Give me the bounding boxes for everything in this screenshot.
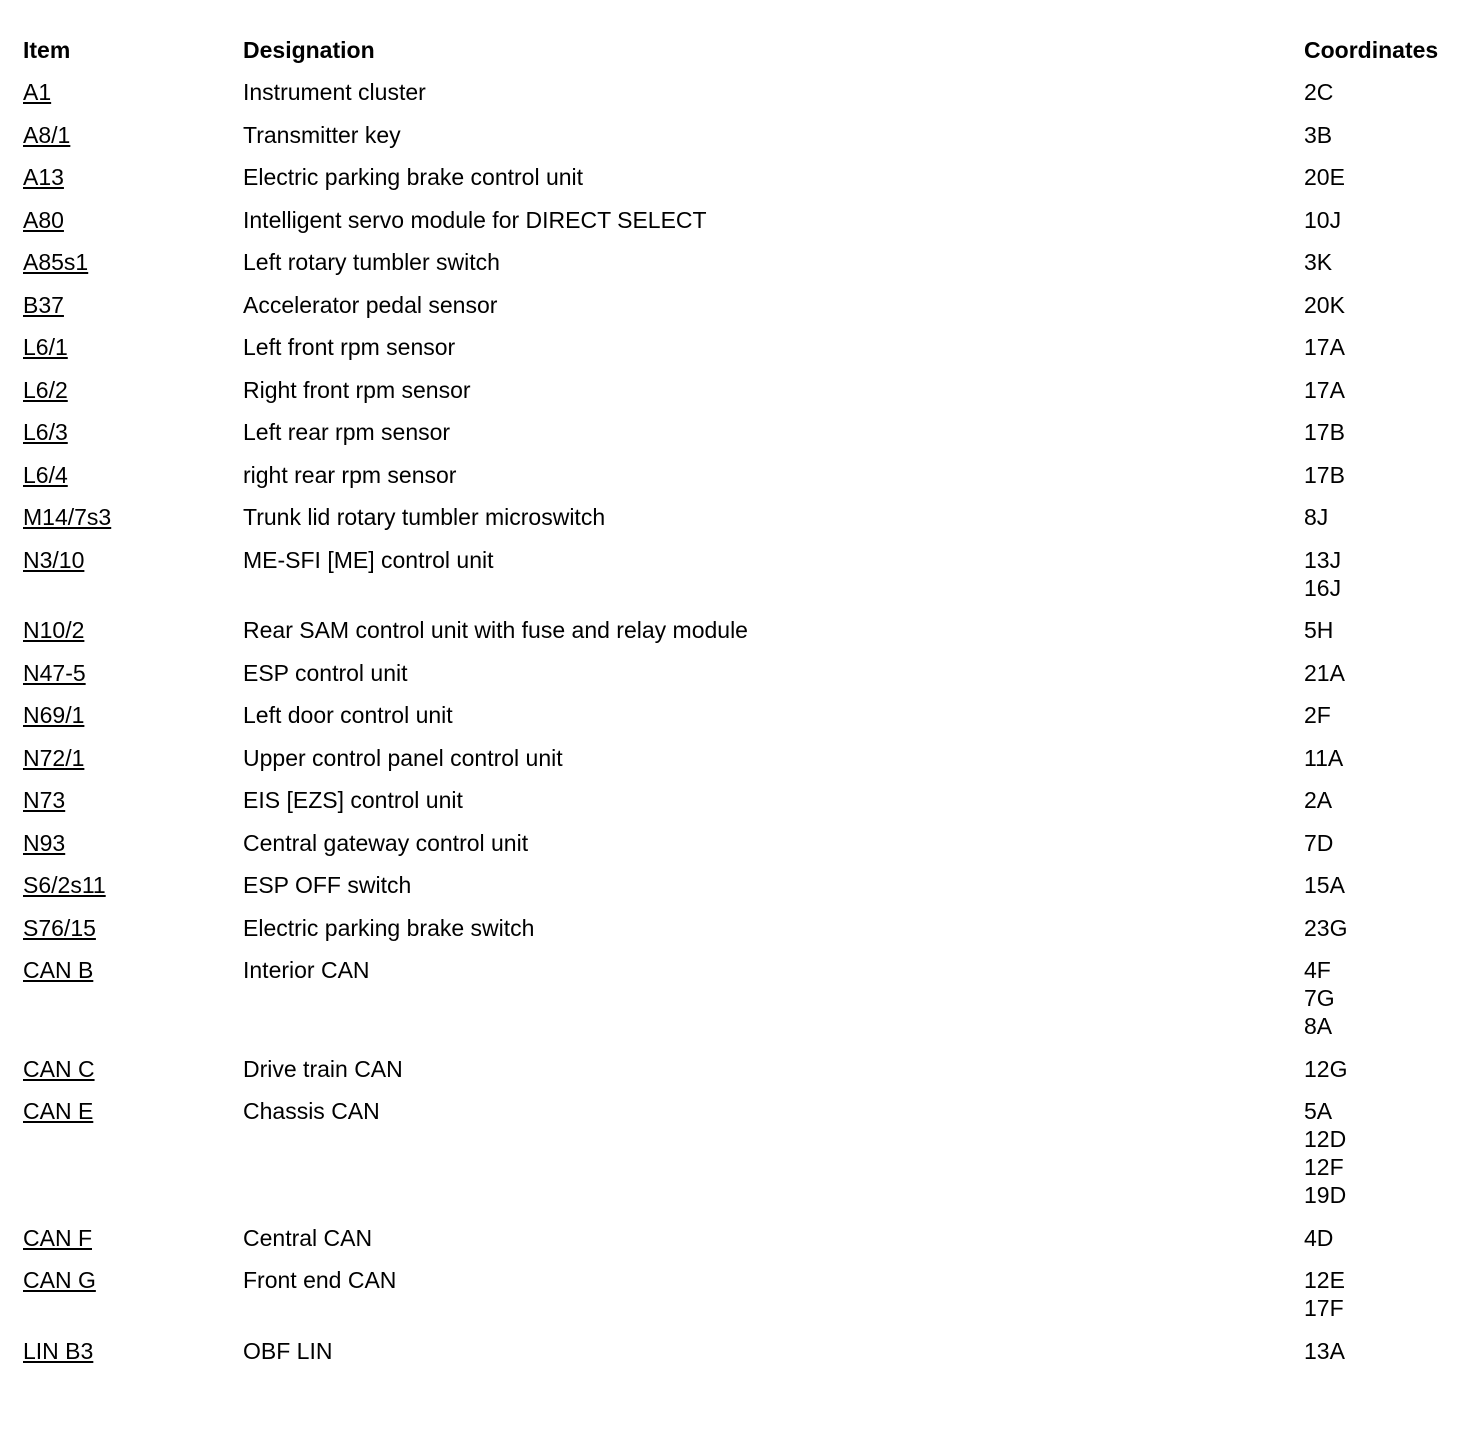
item-link[interactable]: A80 — [23, 206, 64, 233]
item-cell — [23, 1097, 243, 1125]
coordinates-cell — [1304, 206, 1463, 234]
coordinate-value: 3K — [1304, 249, 1333, 275]
coordinate-value: 2C — [1304, 79, 1334, 105]
coordinates-cell — [1304, 1055, 1463, 1083]
designation-cell: Intelligent servo module for DIRECT SELECT — [243, 206, 707, 233]
table-row — [23, 1055, 1463, 1083]
coordinates-cell — [1304, 829, 1463, 857]
item-cell — [23, 829, 243, 857]
item-link[interactable]: N93 — [23, 829, 66, 856]
item-cell — [23, 291, 243, 319]
item-link[interactable]: N47-5 — [23, 659, 86, 686]
table-row — [23, 1224, 1463, 1252]
designation-cell: Left door control unit — [243, 702, 453, 728]
coordinates-cell — [1304, 956, 1463, 1040]
table-row — [23, 248, 1463, 276]
item-link[interactable]: L6/4 — [23, 461, 68, 488]
item-cell — [23, 744, 243, 772]
coordinate-value: 20E — [1304, 164, 1345, 190]
coordinate-value: 21A — [1304, 659, 1345, 686]
item-cell — [23, 206, 243, 234]
item-link[interactable]: N3/10 — [23, 546, 85, 573]
designation-cell: Central CAN — [243, 1224, 373, 1251]
coordinate-value: 8A — [1304, 1013, 1333, 1039]
designation-cell: ME-SFI [ME] control unit — [243, 546, 494, 573]
coordinates-cell — [1304, 418, 1463, 446]
coordinate-value: 11A — [1304, 744, 1344, 771]
coordinates-cell — [1304, 1337, 1463, 1365]
coordinate-value: 10J — [1304, 206, 1342, 233]
item-link[interactable]: A13 — [23, 164, 64, 190]
table-row — [23, 616, 1463, 644]
item-link[interactable]: L6/1 — [23, 334, 68, 360]
designation-cell: ESP control unit — [243, 659, 408, 686]
item-cell — [23, 121, 243, 149]
item-cell — [23, 1224, 243, 1252]
coordinates-cell — [1304, 248, 1463, 276]
item-link[interactable]: A85s1 — [23, 249, 89, 275]
coordinate-value: 12E — [1304, 1267, 1345, 1293]
table-row — [23, 206, 1463, 234]
table-row — [23, 956, 1463, 1040]
item-link[interactable]: CAN G — [23, 1267, 96, 1293]
coordinates-cell — [1304, 461, 1463, 489]
table-row — [23, 659, 1463, 687]
item-link[interactable]: L6/3 — [23, 419, 68, 445]
item-link[interactable]: CAN C — [23, 1055, 95, 1082]
item-link[interactable]: N73 — [23, 787, 66, 813]
table-row — [23, 78, 1463, 106]
item-link[interactable]: CAN B — [23, 957, 94, 983]
table-row — [23, 461, 1463, 489]
designation-cell: Instrument cluster — [243, 79, 426, 105]
item-cell — [23, 376, 243, 404]
coordinate-value: 15A — [1304, 872, 1345, 898]
coordinate-value: 4F — [1304, 957, 1331, 983]
coordinate-value: 7G — [1304, 985, 1335, 1011]
item-link[interactable]: S6/2s11 — [23, 872, 106, 898]
item-cell — [23, 659, 243, 687]
coordinates-cell — [1304, 616, 1463, 644]
item-cell — [23, 1055, 243, 1083]
item-cell — [23, 78, 243, 106]
designation-cell: Accelerator pedal sensor — [243, 291, 498, 318]
coordinates-cell — [1304, 78, 1463, 106]
item-link[interactable]: L6/2 — [23, 376, 68, 403]
coordinate-value: 12F — [1304, 1154, 1344, 1180]
item-cell — [23, 956, 243, 984]
item-cell — [23, 786, 243, 814]
table-row — [23, 121, 1463, 149]
coordinate-value: 16J — [1304, 574, 1342, 601]
item-cell — [23, 871, 243, 899]
coordinate-value: 12G — [1304, 1055, 1348, 1082]
designation-cell: Left front rpm sensor — [243, 334, 456, 360]
designation-cell: right rear rpm sensor — [243, 461, 457, 488]
table-row — [23, 744, 1463, 772]
table-row — [23, 701, 1463, 729]
item-cell — [23, 701, 243, 729]
designation-cell: Front end CAN — [243, 1267, 397, 1293]
table-row — [23, 1266, 1463, 1322]
coordinate-value: 7D — [1304, 829, 1334, 856]
designation-cell: Chassis CAN — [243, 1098, 380, 1124]
coordinates-cell — [1304, 503, 1463, 531]
coordinates-cell — [1304, 1224, 1463, 1252]
item-cell — [23, 1337, 243, 1365]
table-header — [23, 36, 1463, 64]
table-row — [23, 163, 1463, 191]
coordinates-cell — [1304, 121, 1463, 149]
item-link[interactable]: CAN E — [23, 1098, 94, 1124]
header-designation: Designation — [243, 37, 375, 63]
coordinate-value: 20K — [1304, 291, 1345, 318]
coordinate-value: 2A — [1304, 787, 1333, 813]
table-row — [23, 829, 1463, 857]
coordinates-cell — [1304, 546, 1463, 602]
item-link[interactable]: CAN F — [23, 1224, 92, 1251]
coordinates-cell — [1304, 914, 1463, 942]
item-cell — [23, 914, 243, 942]
item-link[interactable]: A8/1 — [23, 121, 71, 148]
table-row — [23, 291, 1463, 319]
designation-cell: Transmitter key — [243, 121, 401, 148]
coordinates-cell — [1304, 291, 1463, 319]
designation-cell: EIS [EZS] control unit — [243, 787, 463, 813]
item-link[interactable]: A1 — [23, 79, 52, 105]
designation-cell: Left rotary tumbler switch — [243, 249, 500, 275]
designation-cell: Central gateway control unit — [243, 829, 529, 856]
designation-cell: Upper control panel control unit — [243, 744, 563, 771]
item-link[interactable]: N72/1 — [23, 744, 85, 771]
coordinate-value: 17A — [1304, 376, 1345, 403]
table-row — [23, 871, 1463, 899]
item-link[interactable]: M14/7s3 — [23, 504, 112, 530]
coordinates-cell — [1304, 701, 1463, 729]
table-body — [23, 78, 1463, 1365]
item-link[interactable]: N10/2 — [23, 617, 85, 643]
designation-cell: Electric parking brake switch — [243, 914, 535, 941]
coordinates-cell — [1304, 333, 1463, 361]
header-coordinates: Coordinates — [1304, 37, 1439, 63]
coordinate-value: 17F — [1304, 1295, 1344, 1321]
coordinate-value: 5A — [1304, 1098, 1333, 1124]
coordinate-value: 4D — [1304, 1224, 1334, 1251]
coordinates-cell — [1304, 659, 1463, 687]
item-link[interactable]: LIN B3 — [23, 1337, 94, 1364]
coordinate-value: 23G — [1304, 914, 1348, 941]
item-link[interactable]: N69/1 — [23, 702, 85, 728]
coordinate-value: 17B — [1304, 419, 1345, 445]
table-row — [23, 1337, 1463, 1365]
item-cell — [23, 248, 243, 276]
table-row — [23, 333, 1463, 361]
coordinate-value: 17A — [1304, 334, 1345, 360]
table-row — [23, 546, 1463, 602]
coordinate-value: 2F — [1304, 702, 1331, 728]
designation-cell: Interior CAN — [243, 957, 370, 983]
table-row — [23, 914, 1463, 942]
designation-cell: ESP OFF switch — [243, 872, 412, 898]
coordinates-cell — [1304, 1266, 1463, 1322]
designation-cell: Left rear rpm sensor — [243, 419, 451, 445]
designation-cell: Right front rpm sensor — [243, 376, 471, 403]
designation-cell: Electric parking brake control unit — [243, 164, 584, 190]
coordinates-cell — [1304, 744, 1463, 772]
table-row — [23, 376, 1463, 404]
coordinates-cell — [1304, 1097, 1463, 1209]
item-cell — [23, 333, 243, 361]
header-item: Item — [23, 37, 71, 63]
designation-cell: Trunk lid rotary tumbler microswitch — [243, 504, 606, 530]
table-row — [23, 1097, 1463, 1209]
item-cell — [23, 418, 243, 446]
table-row — [23, 418, 1463, 446]
item-cell — [23, 616, 243, 644]
item-cell — [23, 1266, 243, 1294]
item-link[interactable]: B37 — [23, 291, 64, 318]
coordinates-cell — [1304, 163, 1463, 191]
coordinates-cell — [1304, 376, 1463, 404]
coordinates-cell — [1304, 786, 1463, 814]
coordinate-value: 8J — [1304, 504, 1329, 530]
coordinates-cell — [1304, 871, 1463, 899]
table-row — [23, 786, 1463, 814]
table-row — [23, 503, 1463, 531]
coordinate-value: 5H — [1304, 617, 1334, 643]
designation-cell: Rear SAM control unit with fuse and relay module — [243, 617, 748, 643]
coordinate-value: 3B — [1304, 121, 1333, 148]
coordinate-value: 17B — [1304, 461, 1345, 488]
item-cell — [23, 163, 243, 191]
designation-cell: Drive train CAN — [243, 1055, 403, 1082]
item-cell — [23, 546, 243, 574]
item-cell — [23, 503, 243, 531]
designation-cell: OBF LIN — [243, 1337, 333, 1364]
coordinate-value: 19D — [1304, 1182, 1347, 1208]
item-link[interactable]: S76/15 — [23, 914, 96, 941]
coordinate-value: 13J — [1304, 546, 1342, 573]
coordinate-value: 12D — [1304, 1126, 1347, 1152]
item-cell — [23, 461, 243, 489]
component-legend-table — [23, 36, 1463, 1379]
coordinate-value: 13A — [1304, 1337, 1345, 1364]
